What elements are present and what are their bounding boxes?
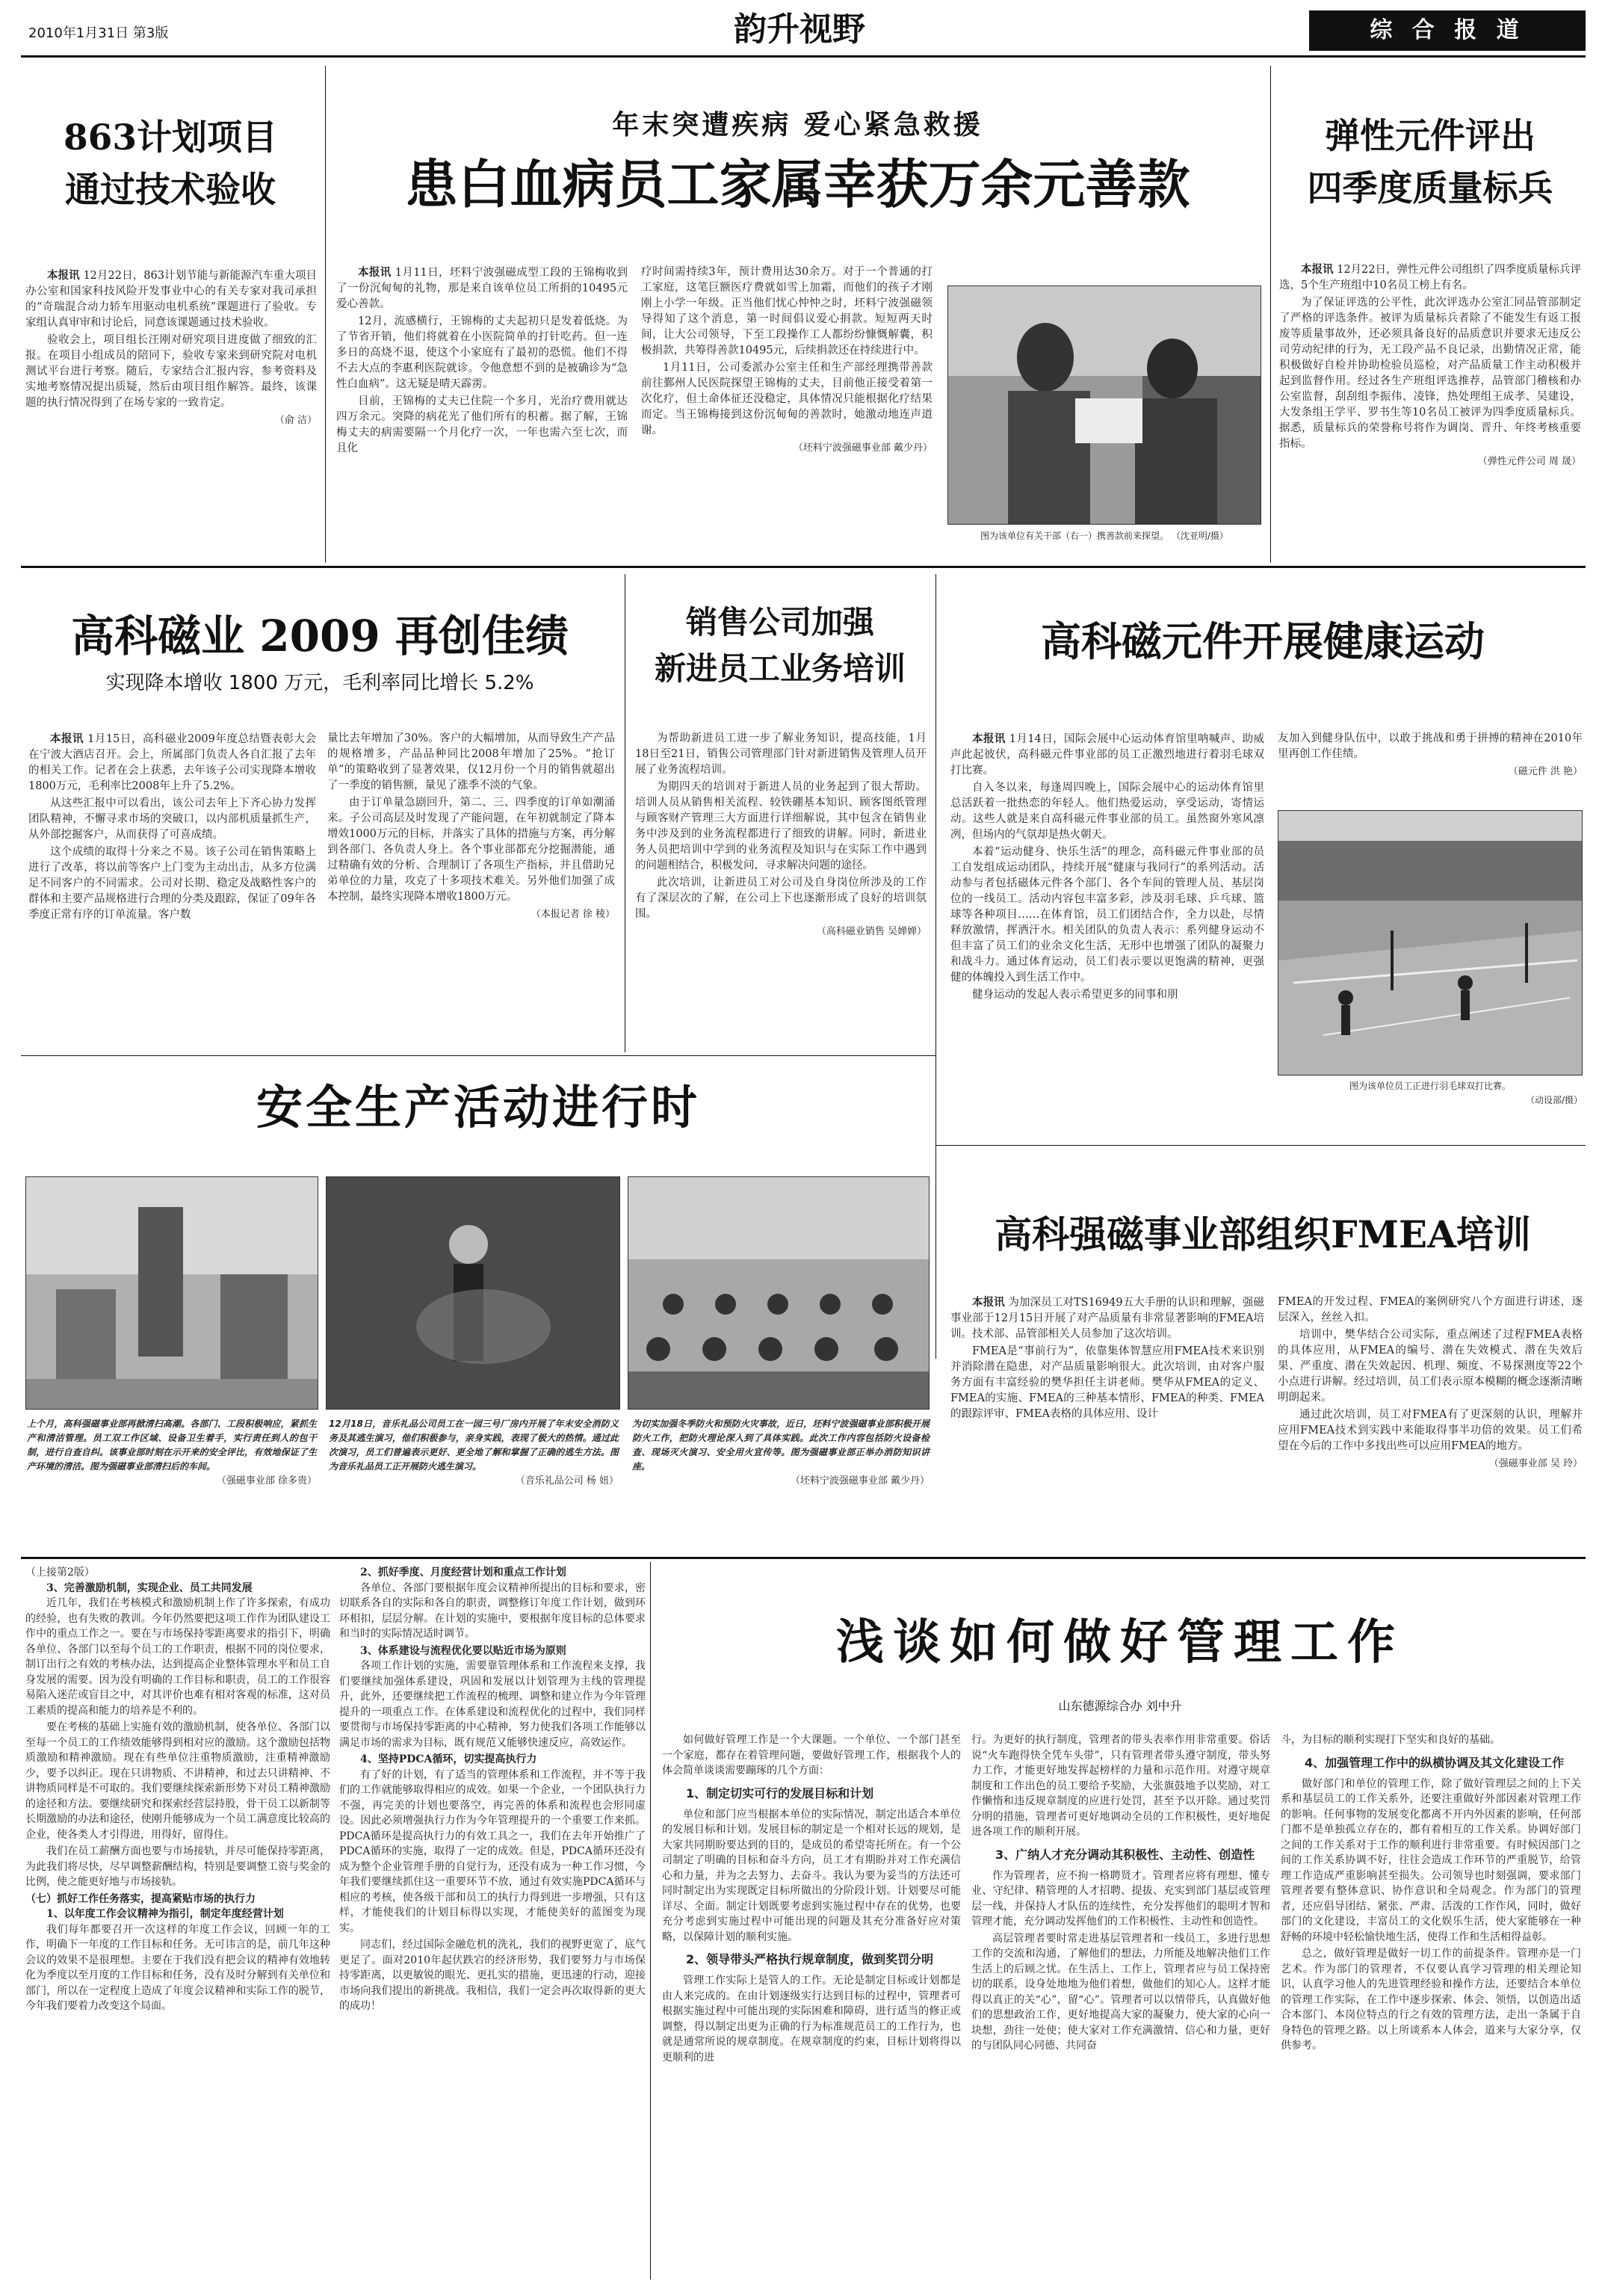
byline: （俞 洁） — [274, 415, 317, 426]
section-label: 综 合 报 道 — [1309, 10, 1586, 51]
lead-tag: 本报讯 — [1301, 263, 1334, 276]
paragraph: 行。为更好的执行制度，管理者的带头表率作用非常重要。俗话说“火车跑得快全凭车头带”，只有管理者带头遵守制度，带头努力工作，才能更好地发挥起榜样的力量和示范作用。对遵守规章制度和工作出色的员工要给予奖励，大张旗鼓地予以奖励，对工作懒惰和违反规章制度的应进行处罚，甚至予以开除。通过奖罚分明的措施，管理者可更好地调动全员的工作积极性，更好地促进各项工作的顺利开展。 — [971, 1734, 1270, 1838]
mgmt-col-2 — [971, 1732, 1270, 2055]
title-line-1: 863计划项目 — [63, 117, 278, 158]
paragraph: 12月22日，弹性元件公司组织了四季度质量标兵评选，5个生产班组中10名员工榜上有名。 — [1279, 264, 1582, 291]
health-col-1 — [950, 731, 1264, 1004]
paragraph: 此次培训，让新进员工对公司及自身岗位所涉及的工作有了深层次的了解，在公司上下也逐渐形成了良好的培训氛围。 — [635, 877, 927, 920]
byline: （高科磁业销售 吴婵婵） — [816, 926, 927, 937]
charity-kicker: 年末突遭疾病 爱心紧急救援 — [612, 109, 983, 141]
health-photo — [1278, 810, 1583, 1076]
lead-tag: 本报讯 — [47, 269, 80, 282]
charity-col-2 — [641, 265, 933, 456]
paragraph: 健身运动的发起人表示希望更多的同事和朋 — [972, 989, 1178, 1001]
health-title: 高科磁元件开展健康运动 — [1041, 617, 1485, 665]
paragraph: 近几年，我们在考核模式和激励机制上作了许多探索，有成功的经验，也有失败的教训。今年仍然要把这项工作作为团队建设工作中的重点工作之一。要在与市场保持零距离要求的指引下，明确各单位、各部门以至每个员工的工作职责，根据不同的岗位要求，制订出行之有效的考核办法，达到提高企业整体管理水平和员工自身发展的需要。因为没有明确的工作目标和职责，员工的工作很容易陷入迷茫或盲目之中，对其评价也难有相对客观的标准，这对员工素质的提高和能力的培养是不利的。 — [25, 1597, 330, 1717]
paragraph: 管理工作实际上是管人的工作。无论是制定目标或计划都是由人来完成的。在由计划逐级实行达到目标的过程中，管理者可根据实施过程中可能出现的实际困难和障碍，进行适当的修正或调整，得以制定出更为正确的行为标准规范员工的工作行为，也就是通常所说的规章制度。在规章制度的约束，目标计划将得以更顺利的进 — [662, 1975, 961, 2064]
cont-col-2 — [339, 1565, 646, 2016]
section-rule — [21, 566, 1586, 568]
paragraph: 同志们，经过国际金融危机的洗礼，我们的视野更宽了，底气更足了。面对2010年起伏跌宕的经济形势，我们要努力与市场保持零距离，以更敏锐的眼光、更扎实的措施，更迅速的行动，迎接市场向我们提出的新挑战。我相信，我们一定会再次取得新的更大的成功！ — [339, 1939, 646, 2012]
byline: （磁元件 洪 艳） — [1508, 766, 1583, 777]
paragraph: 友加入到健身队伍中，以敢于挑战和勇于拼搏的精神在2010年里再创工作佳绩。 — [1278, 732, 1583, 760]
paragraph: 为了保证评选的公平性，此次评选办公室汇同品管部制定了严格的评选条件。被评为质量标兵者除了不能发生有返工报废等质量事故外，还必须具备良好的品质意识并要求无违反公司劳动纪律的行为，无工段产品不良记录，出勤情况正常，能积极做好自检并协助检验员巡检，对产品质量工作主动积极并起到监督作用。经过各生产班组评选推荐，品管部门稽核和办公室监督，刮刮组李振伟、凌锋，热处理组王成孝、吴建设，大发条组王学平、罗书生等10名员工被评为四季度质量标兵。据悉，质量标兵的荣誉称号将作为调岗、晋升、年终考核重要指标。 — [1279, 297, 1581, 450]
charity-col-1 — [336, 265, 628, 458]
section-heading: 4、加强管理工作中的纵横协调及其文化建设工作 — [1305, 1755, 1565, 1770]
caption-text: 图为该单位员工正进行羽毛球双打比赛。 — [1349, 1081, 1511, 1091]
safety-photo-1 — [25, 1176, 318, 1410]
sales-body — [635, 731, 927, 939]
paragraph: 通过此次培训，员工对FMEA有了更深刻的认识，理解并应用FMEA技术到实践中来能取得事半功倍的效果。员工们希望在今后的工作中多找出些可以应用FMEA的地方。 — [1278, 1409, 1583, 1452]
safety-caption-2 — [329, 1417, 619, 1488]
section-heading: （七）抓好工作任务落实，提高紧贴市场的执行力 — [25, 1892, 256, 1905]
section-heading: 3、广纳人才充分调动其积极性、主动性、创造性 — [995, 1847, 1255, 1862]
paragraph: 作为管理者，应不拘一格聘贤才。管理者应将有理想、懂专业、守纪律、精管理的人才招聘、提拔、充实到部门基层或管理层一线，并保持人才队伍的连续性，充分发挥他们的聪明才智和管理才能，充分调动发挥他们的工作积极性、主动性和创造性。 — [971, 1869, 1270, 1928]
section-rule — [21, 1557, 1586, 1559]
section-rule — [21, 1055, 935, 1056]
caption-text: 上个月，高科强磁事业部再掀清扫高潮。各部门、工段积极响应，紧抓生产和清洁管理。员工双工作区域、设备卫生着手，实行责任到人的包干制，进行自查自纠。该事业部时刻在示开来的安全评比，有效地保证了生产环境的清洁。图为强磁事业部清扫后的车间。 — [27, 1419, 317, 1472]
article-management — [655, 1562, 1586, 2287]
article-sales — [629, 574, 931, 1052]
section-heading: 1、以年度工作会议精神为指引，制定年度经营计划 — [46, 1908, 284, 1920]
paragraph: 自入冬以来，每逢周四晚上，国际会展中心的运动体育馆里总活跃着一批热恋的年轻人。他们热爱运动，享受运动，寄情运动。这些人就是来自高科磁元件事业部的员工。虽然窗外寒风凛冽，但场内的气氛却是热火朝天。 — [950, 782, 1264, 841]
photo-lecture-icon — [628, 1177, 930, 1410]
byline: （强磁事业部 徐多贵） — [216, 1475, 317, 1487]
safety-caption-3 — [632, 1417, 930, 1488]
photo-badminton-icon — [1278, 811, 1583, 1076]
column-divider — [325, 66, 326, 563]
caption-text: 12月18日，音乐礼品公司员工在一园三号厂房内开展了年末安全消防义务及其逃生演习，他们积极参与，亲身实践，表现了极大的热情。通过此次演习，员工们普遍表示更好、更全地了解和掌握了正确的逃生方法。图为音乐礼品员工正开展防火逃生演习。 — [329, 1419, 619, 1472]
byline: （坯料宁波强磁事业部 戴少丹） — [790, 1475, 930, 1487]
section-heading: 2、抓好季度、月度经营计划和重点工作计划 — [360, 1567, 566, 1578]
column-divider — [1270, 66, 1271, 563]
title-line-1: 弹性元件评出 — [1325, 116, 1535, 157]
mgmt-title: 浅谈如何做好管理工作 — [836, 1614, 1404, 1670]
paragraph: 12月22日，863计划节能与新能源汽车重大项目办公室和国家科技风险开发事业中心的有关专家对我司承担的“奇瑞混合动力轿车用驱动电机系统”课题进行了验收。专家组认真审审和讨论后，同意该课题通过技术验收。 — [25, 270, 318, 329]
gaoke-title: 高科磁业 2009 再创佳绩 — [71, 611, 569, 661]
photo-workshop-icon — [26, 1177, 318, 1410]
charity-photo — [947, 286, 1261, 525]
article-863 — [21, 66, 320, 563]
paragraph: 单位和部门应当根据本单位的实际情况，制定出适合本单位的发展目标和计划。发展目标的制定是一个相对长远的规划，是大家共同期盼要达到的目的，是成员的希望寄托所在。有一个公司制定了明确的目标和奋斗方向，员工才有期盼并对工作充满信心和力量，并为之去努力、去奋斗。我认为要为妥当的方法还可同时制定出为实现既定目标所做出的分阶段计划。计划要尽可能详尽、全面。制定计划既要考虑到实施过程中存在的优势，也要充分考虑到实施过程中可能出现的问题及其充分准备好应对策略，以保障计划的顺利实施。 — [662, 1808, 961, 1943]
safety-title: 安全生产活动进行时 — [256, 1080, 700, 1135]
health-photo-caption — [1278, 1079, 1583, 1108]
cont-header: （上接第2版） — [25, 1567, 95, 1578]
byline: （音乐礼品公司 杨 妞） — [515, 1475, 619, 1487]
section-heading: 2、领导带头严格执行规章制度，做到奖罚分明 — [686, 1952, 934, 1966]
lead-tag: 本报讯 — [972, 732, 1006, 745]
caption-text: 为切实加强冬季防火和预防火灾事故，近日，坯料宁波强磁事业部积极开展防火工作，把防火理论深入到了具体实践。此次工作内容包括防火设备检查、现场灭火演习、安全用火宣传等。图为强磁事业部正举办消防知识讲座。 — [632, 1419, 930, 1472]
paragraph: 为期四天的培训对于新进人员的业务起到了很大帮助。培训人员从销售相关流程、较铁硼基本知识、顾客图纸管理与顾客财产管理三大方面进行详细解说，其中包含在销售业务中涉及到的业务流程都进行了细致的讲解。同时，新进业务人员把培训中学到的业务流程及知识与在实际工作中遇到的问题相结合，积极发问，寻求解决问题的途径。 — [635, 781, 927, 871]
title-line-2: 通过技术验收 — [65, 170, 276, 211]
photo-credit: （动设部/摄） — [1525, 1095, 1583, 1105]
paragraph: 1月14日，国际会展中心运动体育馆里呐喊声、助威声此起彼伏，高科磁元件事业部的员工正激烈地进行着羽毛球双打比赛。 — [950, 733, 1265, 777]
mgmt-col-1 — [662, 1732, 961, 2067]
paragraph: 本着“运动健身、快乐生活”的理念，高科磁元件事业部的员工自发组成运动团队，持续开展“健康与我同行”的系列活动。活动参与者包括磁体元件各个部门、各个车间的管理人员、基层岗位的一线员工。活动内容包丰富多彩，涉及羽毛球、乒乓球、篮球等各种项目……在体育馆，员工们团结合作，全力以赴，尽情释放激情，挥洒汗水。相关团队的负责人表示：系列健身运动不但丰富了员工们的业余文化生活，无形中也增强了团队的凝聚力和战斗力。通过体育运动，员工们表示要以更饱满的精神，更强健的体魄投入到生活工作中。 — [950, 846, 1264, 984]
paragraph: 量比去年增加了30%。客户的大幅增加，从而导致生产产品的规格增多，产品品种同比2008年增加了25%。“抢订单”的策略收到了显著效果，仅12月份一个月的销售就超出了一季度的销售额，量见了涨季不淡的气象。 — [327, 732, 615, 791]
paragraph: 验收会上，项目组长汪刚对研究项目进度做了细致的汇报。在项目小组成员的陪同下，验收专家来到研究院对电机测试平台进行考察。随后，专家结合汇报内容，参考资料及实地考察情况提出质疑，然后由项目组作解答。最终，该课题的执行情况得到了在场专家的一致肯定。 — [25, 334, 317, 409]
fmea-col-2 — [1278, 1294, 1583, 1472]
title-line-2: 四季度质量标兵 — [1307, 168, 1553, 209]
paragraph: 培训中，樊华结合公司实际，重点阐述了过程FMEA表格的具体应用，从FMEA的编号、潜在失效模式、潜在失效后果、严重度、潜在失效起因、机理、频度、不易探测度等22个小点进行讲解。经过培训，员工们表示原本模糊的概念逐渐清晰明朗起来。 — [1278, 1329, 1583, 1404]
mgmt-col-3 — [1281, 1732, 1581, 2055]
paragraph: 从这些汇报中可以看出，该公司去年上下齐心协力发挥团队精神，不懈寻求市场的突破口，以内部机质量抓生产，从外部挖掘客户，从而获得了可喜成绩。 — [28, 797, 316, 841]
paragraph: FMEA是“事前行为”，依靠集体智慧应用FMEA技术来识别并消除潜在隐患，对产品质量影响很大。此次培训，由对客户服务方面有丰富经验的樊华担任主讲老师。樊华从FMEA的定义、FMEA的实施、FMEA的三种基本情形、FMEA的种类、FMEA的跟踪评审、FMEA表格的具体应用、设计 — [950, 1345, 1264, 1420]
article-gaoke-2009 — [21, 574, 619, 1052]
charity-photo-caption — [947, 529, 1261, 543]
article-863-title — [21, 112, 320, 217]
paragraph: 12月，流感横行，王锦梅的丈夫起初只是发着低烧。为了节省开销，他们将就着在小医院简单的打针吃药。但一连多日的高烧不退，使这个小家庭有了最初的恐慌。他们不得不去大点的李惠利医院就诊。令他意想不到的是被确诊为“急性白血病”。这无疑是晴天霹雳。 — [336, 315, 628, 390]
paragraph: 我们每年都要召开一次这样的年度工作会议，回顾一年的工作，明确下一年度的工作目标和任务。无可讳言的是，前几年这种会议的效果不是很理想。主要在于我们没有把会议的精神有效地转化为季度以至月度的工作目标和任务，没有及时分解到有关单位和部门，所以在一定程度上造成了年度会议精神和实际工作的脱节，今年我们要着力改变这个局面。 — [25, 1923, 330, 2012]
paragraph: 做好部门和单位的管理工作，除了做好管理层之间的上下关系和基层员工的工作关系外，还要注重做好外部因素对管理工作的影响。任何事物的发展变化都离不开内外因素的影响，任何部门都不是单独孤立存在的，都有着相互的工作关系。协调好部门之间的工作关系对于工作的顺利进行非常重要。有时候因部门之间的工作关系协调不好，往往会造成工作环节的严重脱节，给管理工作造成严重影响甚至损失。公司领导也时刻强调，要求部门管理者要有整体意识、协作意识和全局观念。作为部门的管理者，还应倡导团结、紧张、严肃、活泼的工作作风，同时，做好部门的文化建设，丰富员工的文化娱乐生活，使大家能够在一种舒畅的环境中轻松愉快地生活，使得工作和生活相得益彰。 — [1281, 1777, 1581, 1943]
byline: （强磁事业部 吴 玲） — [1488, 1458, 1583, 1469]
health-col-2 — [1278, 731, 1583, 780]
safety-photo-3 — [628, 1176, 930, 1410]
cont-col-1 — [25, 1565, 330, 2016]
fmea-title: 高科强磁事业部组织FMEA培训 — [995, 1212, 1531, 1256]
paragraph: 如何做好管理工作是一个大课题。一个单位、一个部门甚至一个家庭，都存在着管理问题，要做好管理工作，根据我个人的体会简单谈谈需要蹦琢的几个方面： — [662, 1734, 961, 1777]
section-heading: 4、坚持PDCA循环，切实提高执行力 — [360, 1753, 537, 1765]
section-heading: 3、体系建设与流程优化要以贴近市场为原则 — [360, 1644, 566, 1657]
caption-text: 图为该单位有关干部（右一）携善款前来探望。 — [980, 531, 1169, 541]
photo-credit: （沈亚明/摄） — [1171, 531, 1228, 541]
photo-fire-drill-icon — [327, 1177, 620, 1410]
byline: （弹性元件公司 周 晟） — [1477, 456, 1581, 467]
paragraph: 要在考核的基础上实施有效的激励机制，使各单位、各部门以至每一个员工的工作绩效能够得到相对应的激励。这个激励包括物质激励和精神激励。现在有些单位注重物质激励，注重精神激励少，要予以纠正。现在只讲物质、不讲精神，和过去只讲精神、不讲物质同样是不可取的。我们要继续探索新形势下对员工精神激励的途径和方法。要继续研究和探索经营层持股，骨干员工以新制等长期激励的办法和途径，使刚升能够成为一个员工满意度比较高的企业，使各类人才引得进，用得好，留得住。 — [25, 1721, 330, 1841]
gaoke-subtitle: 实现降本增收 1800 万元，毛利率同比增长 5.2% — [105, 672, 534, 694]
paragraph: 1月11日，坯料宁波强磁成型工段的王锦梅收到了一份沉甸甸的礼物，那是来自该单位员工所捐的10495元爱心善款。 — [336, 267, 628, 310]
paragraph: 1月15日，高科磁业2009年度总结暨表彰大会在宁波大酒店召开。会上，所属部门负责人各自汇报了去年的相关工作。记者在会上获悉，去年该子公司实现降本增收1800万元，毛利率比2008年上升了5.2%。 — [28, 733, 317, 792]
paragraph: 为加深员工对TS16949五大手册的认识和理解，强磁事业部于12月15日开展了对产品质量有非常显著影响的FMEA培训。技术部、品管部相关人员参加了这次培训。 — [950, 1297, 1265, 1340]
issue-date: 2010年1月31日 第3版 — [28, 25, 169, 41]
photo-visit-icon — [948, 286, 1261, 525]
section-heading: 1、制定切实可行的发展目标和计划 — [686, 1786, 874, 1800]
paper-name: 韵升视野 — [734, 10, 865, 49]
title-line-1: 销售公司加强 — [685, 604, 874, 641]
gaoke-col-1 — [28, 731, 316, 925]
byline: （坯料宁波强磁事业部 戴少丹） — [793, 442, 933, 454]
paragraph: 1月11日，公司委派办公室主任和生产部经理携带善款前往鄞州人民医院探望王锦梅的丈夫，目前他正接受着第一次化疗，但土命体征还没稳定，具体情况只能根据化疗结果而定。当王锦梅接到这份沉甸甸的善款时，她激动地连声道谢。 — [641, 362, 933, 436]
mgmt-byline: 山东德源综合办 刘中升 — [1058, 1699, 1182, 1713]
gaoke-col-2 — [327, 731, 615, 922]
paragraph: 各项工作计划的实施，需要靠管理体系和工作流程来支撑，我们要继续加强体系建设，巩固和发展以计划管理为主线的管理提升，此外，还要继续把工作流程的梳理、调整和建立作为今年管理提升的一项重点工作。在体系建设和流程优化的过程中，我们同样要贯彻与市场保持零距离的中心精神，努力使我们各项工作能够以满足市场的需求为目标，既有规范又能够快速反应，高效运作。 — [339, 1660, 646, 1749]
column-divider — [650, 1562, 651, 2280]
title-line-2: 新进员工业务培训 — [654, 650, 906, 687]
article-fmea — [940, 1151, 1586, 1540]
section-heading: 3、完善激励机制，实现企业、员工共同发展 — [46, 1581, 253, 1594]
safety-caption-1 — [27, 1417, 317, 1488]
paragraph: 由于订单量急剧回升，第二、三、四季度的订单如潮涌来。子公司高层及时发现了产能问题，在年初就制定了降本增效1000万元的目标，并落实了具体的措施与方案，再分解到各部门、各负责人身上。各个事业部都充分挖掘潜能，通过精确有效的分析、合理制订了各项生产指标，并且借助兄弟单位的力量，攻克了十多项技术难关。另外他们加强了成本控制，最终实现降本增收1800万元。 — [327, 797, 615, 903]
lead-tag: 本报讯 — [972, 1296, 1005, 1309]
sales-title — [629, 599, 931, 692]
article-863-body — [25, 268, 317, 428]
article-elastic — [1275, 66, 1586, 563]
elastic-title — [1275, 111, 1586, 215]
masthead — [0, 0, 1602, 60]
paragraph: 这个成绩的取得十分来之不易。该子公司在销售策略上进行了改革，将以前等客户上门变为主动出击，从多方位满足不同客户的不同需求。公司对长期、稳定及战略性客户的群体和主要产品规格进行合理的分类及跟踪，保证了09年各季度正常有序的订单流量。客户数 — [28, 846, 316, 921]
paragraph: 为帮助新进员工进一步了解业务知识，提高技能，1月18日至21日，销售公司管理部门针对新进销售及管理人员开展了业务流程培训。 — [635, 732, 927, 776]
paragraph: 斗，为目标的顺利实现打下坚实和良好的基础。 — [1281, 1734, 1500, 1746]
paragraph: 目前，王锦梅的丈夫已住院一个多月，光治疗费用就达四万余元。突降的病花光了他们所有的积蓄。据了解，王锦梅丈夫的病需要隔一个月化疗一次，一年也需六至七次，而且化 — [336, 395, 628, 454]
paragraph: 有了好的计划，有了适当的管理体系和工作流程，并不等于我们的工作就能够取得相应的成效。如果一个企业，一个团队执行力不强，再完美的计划也要落空，再完善的体系和流程也会形同虚设。因此必须增强执行力作为今年管理提升的一个重要工作来抓。PDCA循环是提高执行力的有效工具之一，我们在去年开始推广了PDCA循环的实施，取得了一定的成效。但是，PDCA循环还没有成为整个企业管理手册的自觉行为，还没有成为一种工作习惯，今年我们要继续抓住这一重要环节不放，通过有效实施PDCA循环与相应的考核，使各级干部和员工的执行力得到进一步增强，只有这样，才能使我们的计划目标得以实现，才能使美好的蓝图变为现实。 — [339, 1768, 646, 1934]
elastic-body — [1279, 262, 1581, 469]
paragraph: 我们在员工薪酬方面也要与市场接轨，并尽可能保持零距离，为此我们将尽快，尽早调整薪酬结构，特别是要调整工资与奖金的比例，使之能更好地与市场接轨。 — [25, 1845, 330, 1888]
article-health — [940, 574, 1586, 1142]
lead-tag: 本报讯 — [50, 732, 84, 745]
charity-title: 患白血病员工家属幸获万余元善款 — [405, 154, 1190, 215]
article-charity — [329, 66, 1267, 563]
paragraph: FMEA的开发过程、FMEA的案例研究八个方面进行讲述，逐层深入，丝丝入扣。 — [1278, 1296, 1583, 1324]
fmea-col-1 — [950, 1294, 1264, 1424]
byline: （本报记者 徐 稜） — [531, 909, 615, 920]
section-rule — [935, 1145, 1586, 1146]
safety-photo-2 — [326, 1176, 620, 1410]
paragraph: 总之，做好管理是做好一切工作的前提条件。管理亦是一门艺术。作为部门的管理者，不仅要认真学习管理的相关理论知识，认真学习他人的先进管理经验和操作方法，还要结合本单位的管理工作实际，在工作中逐步探索、体会、领悟，以创造出适合本部门、本岗位特点的行之有效的管理方法，走出一条属于自身特色的管理之路。以上所谈系本人体会，道来与大家分享，仅供参考。 — [1281, 1948, 1581, 2052]
masthead-rule — [21, 55, 1586, 58]
paragraph: 疗时间需持续3年，预计费用达30余万。对于一个普通的打工家庭，这笔巨额医疗费就如雪上加霜，而他们的孩子才刚刚上小学一年级。正当他们忧心忡忡之时，坯料宁波强磁领导得知了这个消息，第一时间倡议爱心捐款。短短两天时间，让大公司领导，下至工段操作工人都纷纷慷慨解囊，积极捐款，共筹得善款10495元，后续捐款还在持续进行中。 — [641, 266, 933, 357]
lead-tag: 本报讯 — [358, 266, 392, 279]
column-divider — [935, 574, 936, 1359]
paragraph: 高层管理者要时常走进基层管理者和一线员工，多进行思想工作的交流和沟通，了解他们的想法，力所能及地解决他们工作生活上的后顾之忧。在生活上、工作上，管理者应与员工保持密切的联系，设身处地地为他们着想，做他们的知心人。这样才能得以真正的关“心”，留“心”。管理者可以以情带兵，认真做好他们的思想政治工作，更好地提高大家的凝聚力，使大家的心向一块想，劲往一处使；使大家对工作充满激情、信心和力量，更好的与团队同心同德、共同奋 — [971, 1932, 1270, 2052]
paragraph: 各单位、各部门要根据年度会议精神所提出的目标和要求，密切联系各自的实际和各自的职责，调整修订年度工作计划，做到环环相扣，层层分解。在计划的实施中，要根据年度目标的总体要求和当时的实际情况适时调节。 — [339, 1581, 646, 1640]
